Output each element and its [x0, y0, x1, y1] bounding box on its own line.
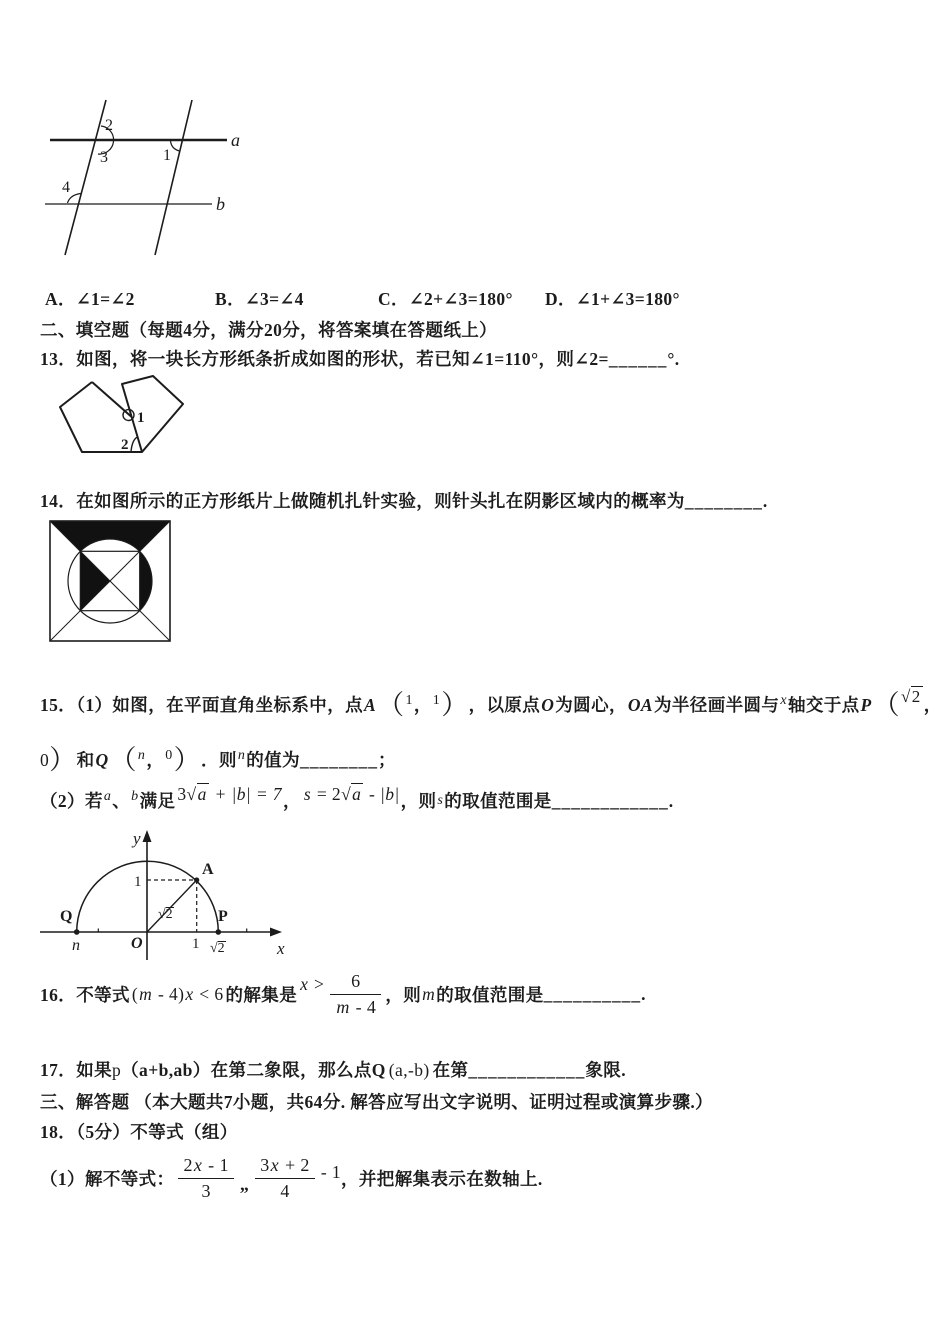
minus-one-tail: - 1 [320, 1161, 341, 1182]
question-15-line2: 0 ） 和 Q （ n ， 0 ） ．则 n 的值为 ________ ； [40, 745, 396, 775]
minus-4: - 4 [350, 996, 377, 1017]
q15-l2-mid2: ．则 [201, 750, 237, 770]
radicand-a: a [197, 784, 207, 804]
sqrt-a-1 [187, 783, 209, 804]
angle-4-label: 4 [62, 179, 70, 196]
coord-1b: 1 [432, 693, 441, 708]
coef: 2 [183, 1155, 193, 1175]
question-17 [40, 1057, 626, 1082]
point-Q [74, 929, 80, 935]
q15-l2-mid1: 和 [76, 750, 95, 770]
var-m-range: m [422, 983, 436, 1004]
q14-text: 14．在如图所示的正方形纸片上做随机扎针实验，则针头扎在阴影区域内的概率为 [40, 491, 685, 511]
eq2-rest: - |b| [364, 784, 400, 804]
var-x: x [270, 1155, 280, 1175]
q15-2-pre: （2）若 [40, 791, 103, 811]
point-A [194, 877, 199, 882]
q15-2-suffix: . [668, 791, 674, 811]
angle-1-label: 1 [163, 147, 171, 164]
question-13 [40, 346, 680, 371]
y-axis-label: y [133, 829, 141, 848]
var-x: x [300, 973, 309, 994]
parallel-lines-figure [40, 92, 250, 270]
q13-answer-blank: ______ [608, 349, 668, 369]
fraction-2-denominator: 4 [280, 1180, 290, 1201]
q15-l2-suffix: ； [377, 750, 396, 770]
y-axis-arrow [143, 830, 152, 842]
var-m: m [336, 996, 350, 1017]
coord-1a: 1 [405, 693, 413, 708]
var-A: A [364, 695, 377, 715]
var-O: O [541, 695, 555, 715]
radicand-a: a [352, 784, 362, 804]
fraction-1 [178, 1154, 233, 1202]
var-x: x [193, 1155, 203, 1175]
q17-pre: 17．如果 [40, 1060, 112, 1080]
one-x-label: 1 [192, 936, 200, 952]
eq2-coef: = 2 [312, 784, 342, 804]
line-a-label: a [231, 130, 240, 150]
var-x: x [185, 983, 194, 1004]
fold-angle-2-label: 2 [121, 437, 129, 453]
q17-answer-blank: ____________ [468, 1060, 586, 1080]
var-a: a [103, 789, 112, 804]
var-Q: Q [371, 1060, 386, 1080]
q13-text: 13．如图，将一块长方形纸条折成如图的形状，若已知∠1=110°，则∠2= [40, 349, 609, 369]
left-strip [60, 382, 142, 452]
q17-mid2: 在第 [432, 1060, 469, 1080]
q15-l1-mid4: 轴交于点 [787, 695, 860, 715]
var-b: b [131, 789, 139, 804]
q15-2-mid2: ，则 [400, 791, 437, 811]
plus-2: + 2 [280, 1155, 310, 1175]
option-d: D．∠1+∠3=180° [545, 289, 680, 309]
q17-coords: (a,-b) [388, 1060, 430, 1080]
option-a: A．∠1=∠2 [45, 289, 135, 309]
coef-3: 3 [177, 784, 187, 804]
origin-label: O [131, 935, 143, 952]
angle-2-arc [131, 437, 137, 452]
q15-l2-mid3: 的值为 [246, 750, 300, 770]
radius-OA [147, 880, 197, 932]
left-transversal [65, 100, 106, 255]
fraction-2 [255, 1154, 315, 1202]
x-axis-label: x [277, 939, 285, 958]
comma: ， [413, 695, 432, 715]
sqrt2-value [900, 687, 924, 707]
greater-than: > [309, 973, 325, 994]
fold-angle-1-label: 1 [137, 410, 145, 426]
coef: 3 [260, 1155, 270, 1175]
q15-2-answer-blank: ____________ [551, 791, 669, 811]
q16-answer-blank: __________ [543, 983, 642, 1004]
var-P: P [860, 695, 872, 715]
q15-l1-mid1: ，以原点 [468, 695, 541, 715]
q16-mid3: 的取值范围是 [436, 984, 544, 1005]
probability-square-figure [49, 520, 171, 642]
q18-1-suffix: 并把解集表示在数轴上. [358, 1168, 543, 1189]
inequality-separator: „ [239, 1173, 250, 1194]
section3-title: 三、解答题 （本大题共7小题，共64分. 解答应写出文字说明、证明过程或演算步骤.） [40, 1092, 714, 1112]
q16-mid1: 的解集是 [225, 984, 298, 1005]
dunhao: 、 [112, 791, 131, 811]
solution-fraction [330, 970, 381, 1018]
q16-suffix: . [641, 983, 646, 1004]
less-than-6: < 6 [194, 983, 224, 1004]
fraction-numerator: 6 [330, 970, 381, 995]
semicircle-coordinate-figure [30, 826, 292, 968]
comma-4: ， [282, 791, 301, 811]
q14-answer-blank: ________ [684, 491, 763, 511]
point-A-label: A [202, 861, 214, 878]
var-OA: OA [627, 695, 653, 715]
question-18: 18．（5分）不等式（组） [40, 1122, 238, 1142]
var-n: n [137, 748, 146, 763]
section2-title: 二、填空题（每题4分，满分20分，将答案填在答题纸上） [40, 320, 498, 340]
q15-2-mid3: 的取值范围是 [444, 791, 552, 811]
radical-sign: √ [186, 784, 197, 804]
zero-2: 0 [165, 748, 173, 763]
point-P-label: P [218, 908, 228, 925]
sqrt-a-2 [341, 783, 363, 804]
var-s-eq: s [303, 784, 312, 804]
var-Q: Q [95, 750, 109, 770]
equation-1 [177, 784, 283, 805]
comma-3: ， [146, 750, 165, 770]
minus-1: - 1 [203, 1155, 229, 1175]
question-14 [40, 488, 768, 513]
var-n-2: n [237, 748, 246, 763]
q13-suffix: °. [667, 349, 680, 369]
fraction-1-numerator [178, 1154, 233, 1179]
angle-1-arc [171, 141, 180, 151]
q15-1-answer-blank: ________ [299, 750, 378, 770]
question-18-part1 [40, 1148, 543, 1208]
question-15-part2 [40, 784, 674, 813]
option-b: B．∠3=∠4 [215, 289, 304, 309]
comma-2: ， [923, 695, 942, 715]
radical-sign: √ [901, 687, 911, 706]
line-b-label: b [216, 194, 225, 214]
minus-4: - 4) [153, 983, 185, 1004]
sqrt2-radius-label: √2 [158, 907, 173, 922]
radicand: 2 [911, 687, 921, 706]
question-15-line1: 15．（1）如图，在平面直角坐标系中，点 A （ 1 ， 1 ） ，以原点 O 为圆心， OA 为半径画半圆与 x 轴交于点 P （ √2 ， [40, 687, 942, 720]
angle-2-label: 2 [105, 117, 113, 134]
point-Q-label: Q [60, 908, 73, 925]
q15-2-mid1: 满足 [139, 791, 176, 811]
radical-sign: √ [341, 784, 352, 804]
q17-mid1: （a+b,ab）在第二象限，那么点 [121, 1060, 372, 1080]
point-P [216, 929, 222, 935]
right-strip [122, 376, 183, 452]
n-label: n [72, 937, 80, 954]
fraction-denominator [330, 995, 381, 1019]
paren: ( [131, 983, 139, 1004]
var-s: s [437, 793, 444, 808]
solution-lhs [299, 974, 324, 995]
q14-suffix: . [762, 491, 768, 511]
comma: ， [340, 1168, 359, 1189]
one-y-label: 1 [134, 874, 142, 890]
x-axis-arrow [270, 928, 282, 937]
fraction-2-numerator [255, 1154, 315, 1179]
sqrt2-x-label: √2 [210, 941, 225, 956]
q16-mid2: ，则 [385, 984, 422, 1005]
equation-2 [303, 784, 401, 805]
question-16 [40, 966, 646, 1022]
var-m: m [139, 983, 153, 1004]
q15-l1-mid2: 为圆心， [555, 695, 627, 715]
q16-pre: 16．不等式 [40, 984, 130, 1005]
folded-strip-figure [52, 374, 192, 466]
right-transversal [155, 100, 192, 255]
var-x-axis: x [780, 693, 787, 708]
eq1-rest: + |b| = 7 [209, 784, 282, 804]
q18-1-pre: （1）解不等式： [40, 1168, 175, 1189]
q17-suffix: 象限. [585, 1060, 626, 1080]
fraction-1-denominator: 3 [201, 1180, 211, 1201]
q15-l1-mid3: 为半径画半圆与 [654, 695, 780, 715]
q15-l1-pre: 15．（1）如图，在平面直角坐标系中，点 [40, 695, 363, 715]
angle-3-label: 3 [100, 149, 108, 166]
zero-1: 0 [40, 750, 50, 770]
option-c: C．∠2+∠3=180° [378, 289, 513, 309]
q16-inequality [132, 984, 224, 1005]
var-p: p [112, 1060, 122, 1080]
